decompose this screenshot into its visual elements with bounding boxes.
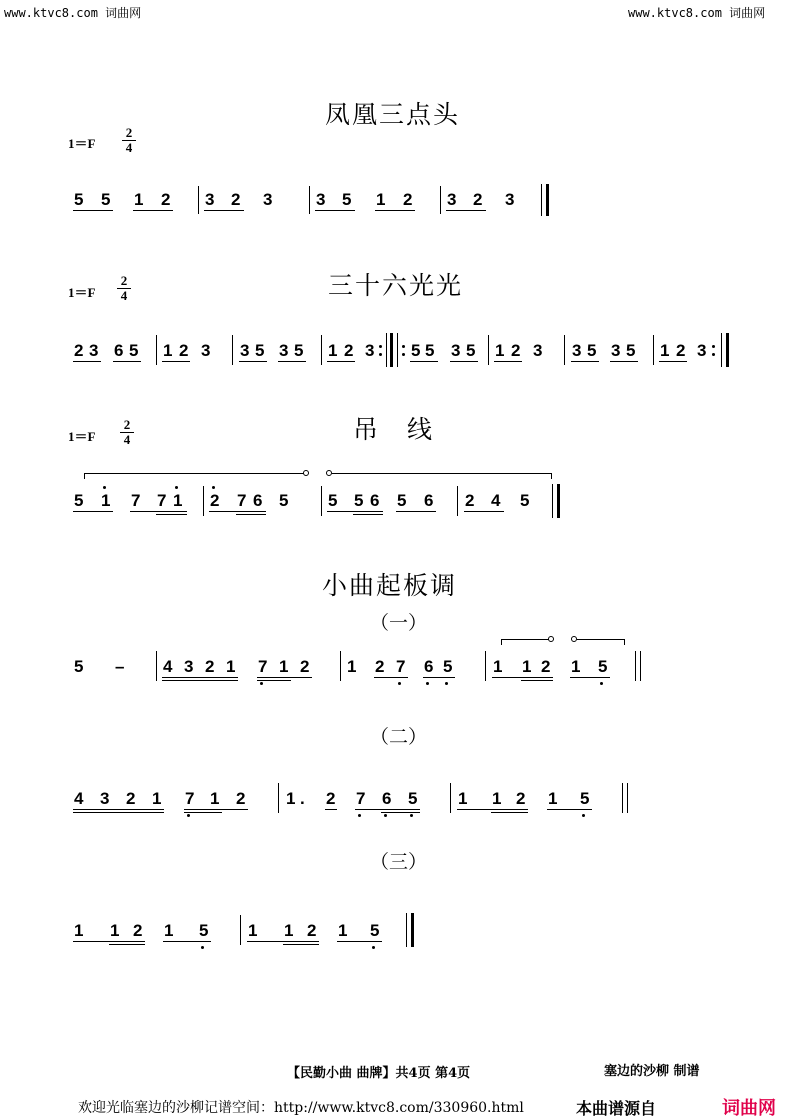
part-heading-1: （一） xyxy=(370,612,428,634)
time-signature-2: $\frac{2}{4}$ xyxy=(117,274,131,303)
part-heading-3: （三） xyxy=(370,851,428,873)
key-signature-2: 1＝F xyxy=(68,285,96,300)
watermark-left: www.ktvc8.com 词曲网 xyxy=(4,6,142,20)
part-heading-2: （二） xyxy=(370,726,428,748)
footer-welcome-link[interactable]: 欢迎光临塞边的沙柳记谱空间：http://www.ktvc8.com/330960.html xyxy=(78,1100,524,1116)
footer-source: 本曲谱源自 xyxy=(576,1099,657,1118)
watermark-right: www.ktvc8.com 词曲网 xyxy=(628,6,766,20)
site-logo[interactable]: 词曲网 xyxy=(722,1098,776,1119)
time-signature-3: $\frac{2}{4}$ xyxy=(120,418,134,447)
song-title-1: 凤凰三点头 xyxy=(325,100,461,129)
footer-book-info: 【民勤小曲 曲牌】共4页 第4页 xyxy=(287,1066,471,1081)
song-title-3: 吊 线 xyxy=(353,415,435,444)
song-title-2: 三十六光光 xyxy=(328,271,464,300)
time-signature-1: $\frac{2}{4}$ xyxy=(122,126,136,155)
key-signature-3: 1＝F xyxy=(68,429,96,444)
key-signature-1: 1＝F xyxy=(68,136,96,151)
footer-author: 塞边的沙柳 制谱 xyxy=(604,1064,700,1079)
song-title-4: 小曲起板调 xyxy=(322,571,458,600)
